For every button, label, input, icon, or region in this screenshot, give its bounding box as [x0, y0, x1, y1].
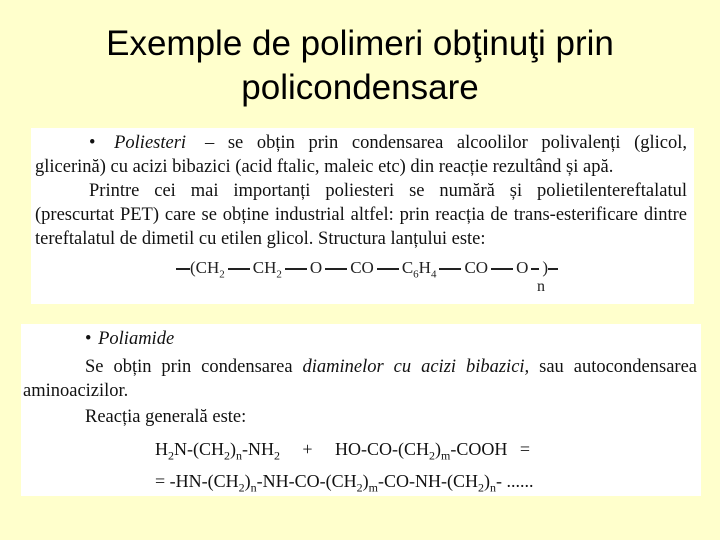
text-segment: Se obțin prin condensarea — [85, 357, 293, 377]
subscript: n — [236, 448, 242, 463]
poliesteri-heading-line — [89, 132, 186, 154]
poliesteri-line-1: – se obțin prin condensarea alcoolilor polivalenți (glicol, — [205, 133, 687, 153]
eq-text: ) — [435, 439, 441, 459]
poliamide-line-3: aminoacizilor. — [23, 381, 129, 401]
eq-text: ) — [362, 471, 369, 491]
subscript: 2 — [276, 268, 282, 281]
poliesteri-box — [31, 128, 694, 304]
eq-text: ) — [244, 471, 251, 491]
poliesteri-term: Poliesteri — [114, 133, 187, 153]
subscript: n — [489, 480, 496, 495]
equals-sign: = — [519, 439, 530, 459]
subscript: 2 — [274, 448, 280, 463]
poliesteri-line-2: glicerină) cu acizi bibazici (acid ftalic, maleic etc) din reacție rezultând și apă. — [35, 157, 614, 177]
bond — [176, 268, 190, 270]
subscript: 2 — [224, 448, 230, 463]
italic-segment: diaminelor cu acizi bibazici, — [302, 357, 530, 377]
benzene-h: H — [418, 258, 431, 277]
bullet: • — [89, 133, 96, 153]
poliesteri-line-5: tereftalatul de dimetil cu etilen glicol. Structura lanțului este: — [35, 229, 486, 249]
eq-text: ) — [230, 439, 236, 459]
poliamide-heading-line — [85, 328, 174, 350]
bond — [439, 268, 461, 270]
bond — [548, 268, 558, 270]
subscript: 2 — [429, 448, 435, 463]
subscript: m — [368, 480, 378, 495]
paren-close: ) — [542, 258, 549, 277]
repeat-index-n: n — [537, 278, 545, 295]
eq-text: ) — [483, 471, 490, 491]
eq-text: - ...... — [495, 471, 534, 491]
subscript: 4 — [430, 268, 437, 281]
poliamide-term: Poliamide — [98, 329, 175, 349]
subscript: 2 — [477, 480, 484, 495]
eq-text: N-(CH — [174, 439, 224, 459]
ch2-b: CH — [252, 258, 277, 277]
title-line-2: policondensare — [241, 68, 479, 107]
bond — [491, 268, 513, 270]
subscript: 2 — [219, 268, 225, 281]
benzene-c: C — [401, 258, 414, 277]
subscript: 2 — [168, 448, 174, 463]
eq-text: -NH-CO-(CH — [256, 471, 357, 491]
poliamide-line-4: Reacția generală este: — [85, 407, 247, 427]
text-segment: sau autocondensarea — [539, 357, 698, 377]
bond — [325, 268, 347, 270]
poliesteri-line-4: (prescurtat PET) care se obține industrial altfel: prin reacția de trans-esterificare dintre — [35, 205, 687, 225]
subscript: m — [441, 448, 451, 463]
subscript: 2 — [238, 480, 245, 495]
slide-title — [0, 22, 720, 110]
eq-text: HO-CO-(CH — [335, 439, 429, 459]
pet-chain-formula — [173, 258, 561, 280]
subscript: 2 — [356, 480, 363, 495]
carbonyl-1: CO — [350, 258, 374, 277]
reaction-equation-line-1 — [155, 438, 530, 467]
oxygen-1: O — [309, 258, 323, 277]
oxygen-2: O — [516, 258, 529, 277]
eq-text: = -HN-(CH — [155, 471, 239, 491]
paren-open: ( — [190, 258, 196, 277]
bond — [228, 268, 250, 270]
bullet: • — [85, 329, 92, 349]
carbonyl-2: CO — [464, 258, 489, 277]
bond — [377, 268, 399, 270]
bond — [531, 268, 539, 270]
reaction-equation-line-2 — [155, 470, 533, 499]
poliamide-box — [21, 324, 701, 496]
eq-text: H — [155, 439, 168, 459]
eq-text: -COOH — [450, 439, 508, 459]
title-line-1: Exemple de polimeri obţinuţi prin — [106, 24, 614, 63]
plus-sign: + — [302, 439, 313, 459]
subscript: 6 — [413, 268, 419, 281]
eq-text: -CO-NH-(CH — [377, 471, 478, 491]
poliamide-line-2 — [85, 356, 697, 378]
subscript: n — [250, 480, 257, 495]
bond — [285, 268, 307, 270]
poliesteri-line-3: Printre cei mai importanți poliesteri se numără și polietilentereftalatul — [89, 181, 687, 201]
eq-text: -NH — [242, 439, 274, 459]
ch2-a: CH — [195, 258, 220, 277]
